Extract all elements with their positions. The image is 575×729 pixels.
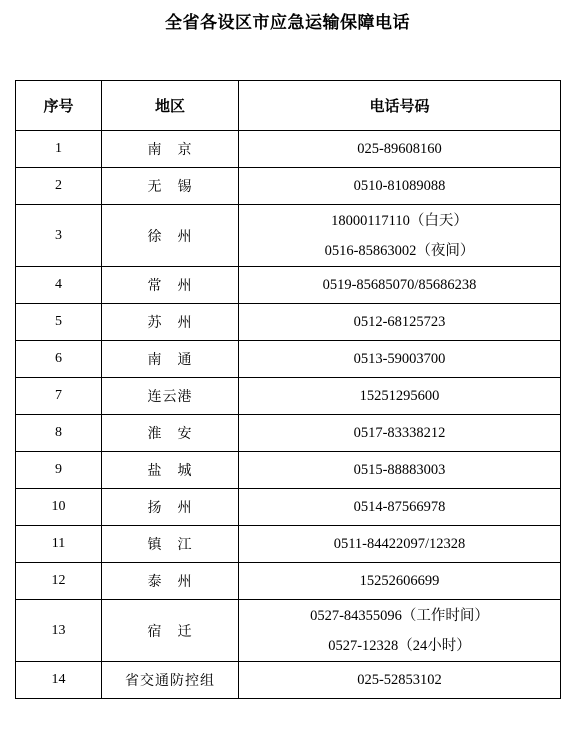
header-phone: 电话号码 [239,81,561,131]
row-region: 省交通防控组 [102,662,239,699]
row-region: 镇 江 [102,526,239,563]
phone-number: 025-89608160 [357,141,442,157]
row-index: 12 [16,563,102,600]
table-row [16,600,561,662]
row-index: 10 [16,489,102,526]
phone-number: 18000117110（白天） [331,212,468,229]
row-phone-cell [239,600,561,662]
row-phone-cell [239,452,561,489]
row-index: 13 [16,600,102,662]
phone-number: 025-52853102 [357,672,442,688]
table-row [16,341,561,378]
phone-number: 15252606699 [359,573,440,589]
table-row [16,267,561,304]
row-index: 9 [16,452,102,489]
phone-number: 0527-84355096（工作时间） [310,607,489,624]
phone-number: 0515-88883003 [353,462,446,478]
table-row [16,205,561,267]
table-row [16,526,561,563]
table-row [16,452,561,489]
table-row [16,662,561,699]
table-header-row [16,81,561,131]
phone-number: 0519-85685070/85686238 [322,277,477,293]
row-region: 连云港 [102,378,239,415]
row-phone-cell [239,205,561,267]
table-row [16,563,561,600]
row-phone-cell [239,563,561,600]
row-phone-cell [239,378,561,415]
row-region: 淮 安 [102,415,239,452]
row-phone-cell [239,168,561,205]
row-region: 泰 州 [102,563,239,600]
row-index: 5 [16,304,102,341]
row-region: 徐 州 [102,205,239,267]
page-title: 全省各设区市应急运输保障电话 [165,13,410,33]
header-region: 地区 [102,81,239,131]
row-phone-cell [239,662,561,699]
row-index: 8 [16,415,102,452]
row-index: 6 [16,341,102,378]
row-index: 11 [16,526,102,563]
table-row [16,168,561,205]
phone-table [15,80,561,699]
row-index: 7 [16,378,102,415]
row-phone-cell [239,415,561,452]
row-phone-cell [239,131,561,168]
row-index: 3 [16,205,102,267]
table-row [16,304,561,341]
phone-number: 0517-83338212 [353,425,446,441]
row-region: 扬 州 [102,489,239,526]
row-phone-cell [239,267,561,304]
table-row [16,489,561,526]
row-phone-cell [239,341,561,378]
row-region: 常 州 [102,267,239,304]
row-phone-cell [239,489,561,526]
row-region: 南 京 [102,131,239,168]
phone-number: 0516-85863002（夜间） [324,242,475,259]
row-phone-cell [239,304,561,341]
row-region: 盐 城 [102,452,239,489]
phone-number: 15251295600 [359,388,440,404]
row-region: 无 锡 [102,168,239,205]
phone-number: 0511-84422097/12328 [333,536,466,552]
row-index: 14 [16,662,102,699]
table-row [16,378,561,415]
phone-number: 0510-81089088 [353,178,446,194]
phone-number: 0514-87566978 [353,499,446,515]
phone-number: 0513-59003700 [353,351,446,367]
phone-number: 0527-12328（24小时） [328,637,471,654]
phone-number: 0512-68125723 [353,314,446,330]
row-region: 苏 州 [102,304,239,341]
header-index: 序号 [16,81,102,131]
row-region: 宿 迁 [102,600,239,662]
row-phone-cell [239,526,561,563]
row-index: 2 [16,168,102,205]
table-row [16,131,561,168]
row-index: 4 [16,267,102,304]
row-index: 1 [16,131,102,168]
table-row [16,415,561,452]
row-region: 南 通 [102,341,239,378]
